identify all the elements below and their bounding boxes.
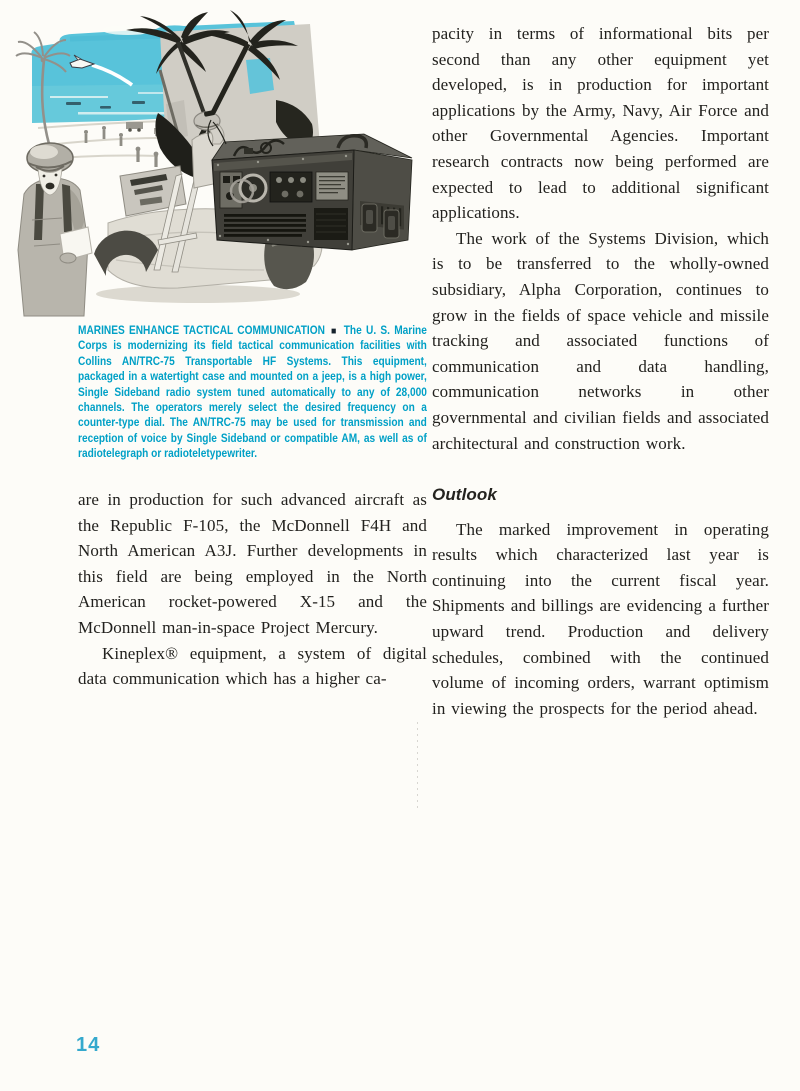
shouting-mouth xyxy=(46,183,55,190)
caption-body: The U. S. Marine Corps is modernizing its field tactical communication facilities with Collins AN/TRC-75 Transportable HF Systems. This equipment, packaged in a watertight case and mounted on a jeep, is a high power, Single Sideband radio system tuned automatically to any of 28,000 channels. The operators merely select the desired frequency on a counter-type dial. The AN/TRC-75 may be used for transmission and reception of voice by Single Sideband or compatible AM, as well as of radiotelegraph or radioteletypewriter. xyxy=(78,325,427,461)
page-number: 14 xyxy=(76,1034,101,1056)
left-column xyxy=(78,487,427,692)
body-paragraph: Kineplex® equipment, a system of digital data communication which has a higher ca- xyxy=(78,643,427,689)
body-paragraph: are in production for such advanced aircraft as the Republic F-105, the McDonnell F4H and North American A3J. Further developments in this field are being employed in the North American rocket-powered X-15 and the McDonnell man-in-space Project Mercury. xyxy=(78,490,427,637)
cabinet-side xyxy=(352,150,412,250)
caption-lead: MARINES ENHANCE TACTICAL COMMUNICATION xyxy=(78,325,325,337)
an-trc-75-radio-cabinet xyxy=(212,122,412,250)
outlook-heading: Outlook xyxy=(432,485,497,505)
control-panel xyxy=(270,172,312,202)
body-paragraph: The marked improvement in operating results which characterized last year is continuing into the current fiscal year. Shipments and billings are evidencing a further upward trend. Production and delivery schedules, combined with the continued volume of incoming orders, warrant optimism in viewing the prospects for the period ahead. xyxy=(432,519,769,718)
ground-shadow xyxy=(96,285,300,303)
photo-caption xyxy=(78,324,427,463)
vent-block xyxy=(314,208,348,240)
square-separator-icon: ■ xyxy=(330,326,338,337)
distant-soldiers xyxy=(84,122,167,167)
marines-illustration xyxy=(8,8,430,318)
scan-crease xyxy=(417,722,418,808)
body-paragraph: pacity in terms of informational bits per second than any other equipment yet developed, is in production for important applications by the Army, Navy, Air Force and other Governmental Agencies. Important research contracts now being performed are expected to lead to additional significant applications. xyxy=(432,24,769,223)
foreground-marine xyxy=(18,143,92,316)
right-column xyxy=(432,21,769,721)
body-paragraph: The work of the Systems Division, which is to be transferred to the wholly-owned subsidiary, Alpha Corporation, continues to grow in the fields of space vehicle and missile tracking and associated functions of communication and data handling, communication networks in other governmental and civilian fields and associated architectural and construction work. xyxy=(432,228,769,453)
